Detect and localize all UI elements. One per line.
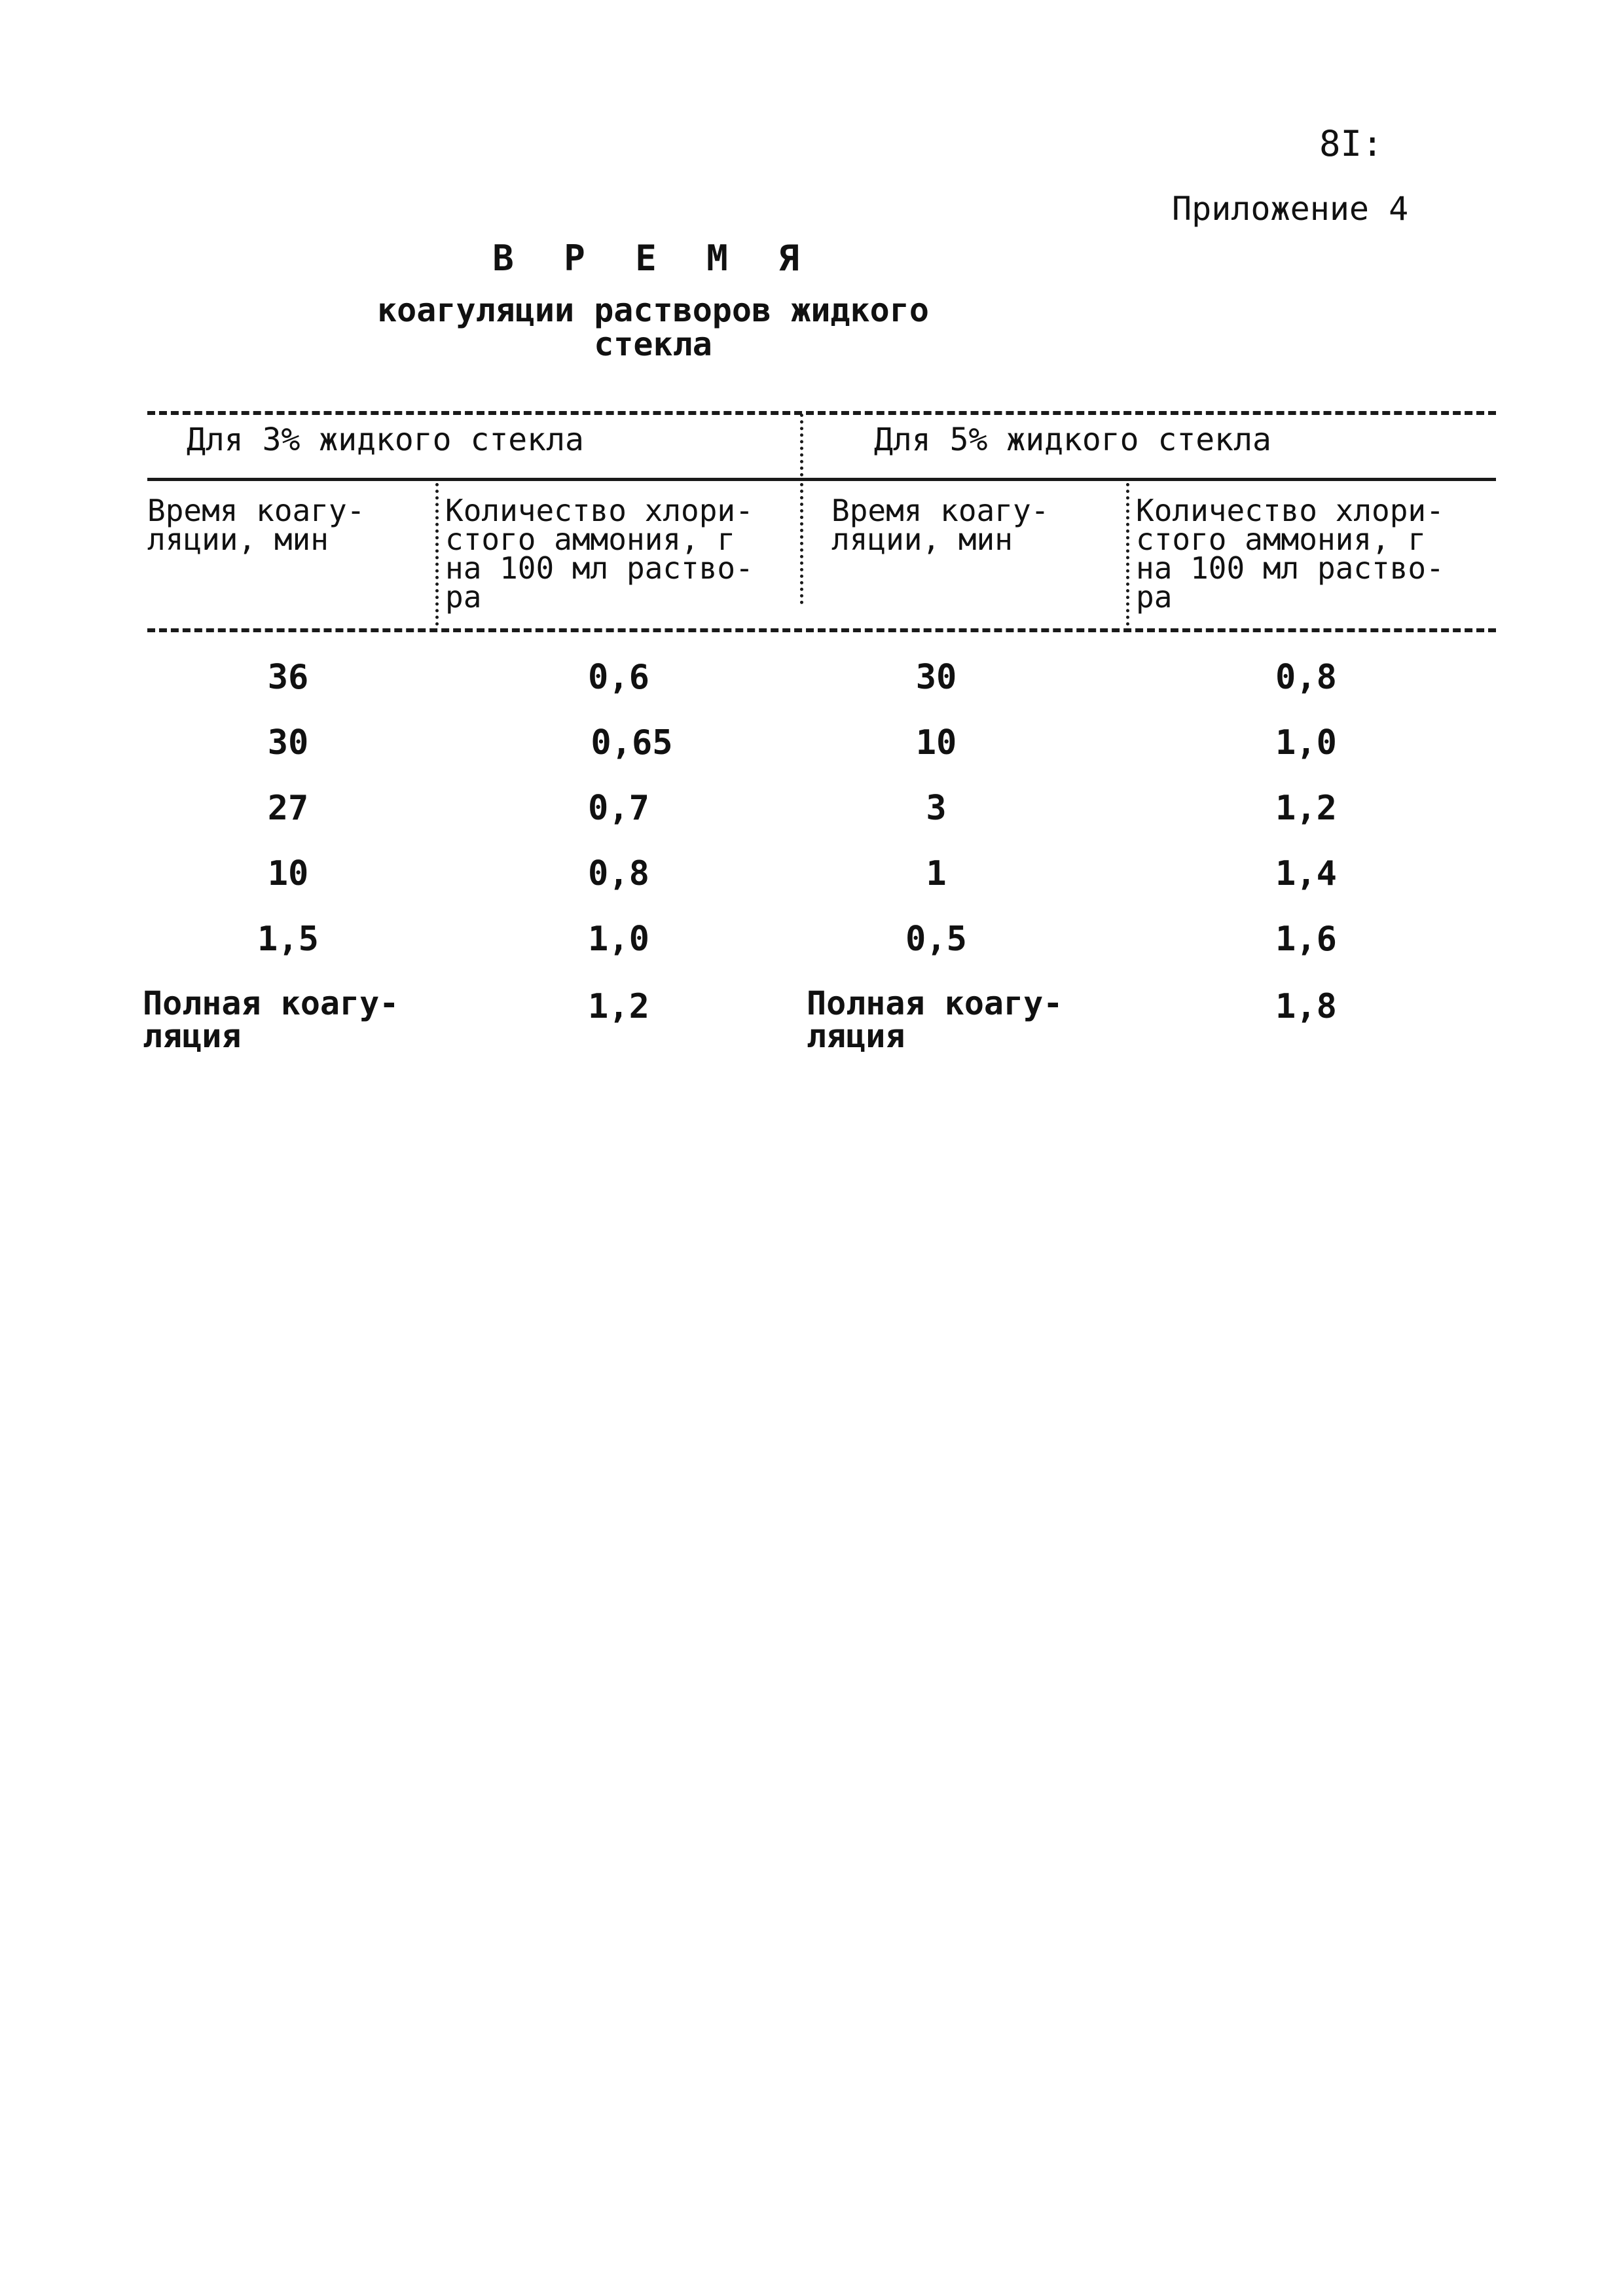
table-cell-r5-c2: 1,0 (588, 920, 649, 959)
subtitle-line-2: стекла (594, 325, 712, 363)
table-cell-r2-c3: 10 (915, 723, 957, 762)
col-header-amount-3: Количество хлори-стого аммония, г на 100 мл раство-ра (445, 493, 754, 615)
table-cell-r4-c4: 1,4 (1275, 854, 1337, 893)
table-cell-r4-c2: 0,8 (588, 854, 649, 893)
table-cell-r5-c1: 1,5 (257, 920, 319, 959)
table-cell-r1-c3: 30 (915, 658, 957, 697)
col-divider-2 (800, 483, 803, 604)
table-cell-r3-c3: 3 (926, 789, 947, 828)
table-cell-r6-c3: Полная коагу-ляция (807, 984, 1063, 1055)
table-cell-r4-c1: 10 (267, 854, 309, 893)
document-title: В Р Е М Я (492, 238, 814, 279)
table-cell-r2-c1: 30 (267, 723, 309, 762)
table-cell-r2-c2: 0,65 (591, 723, 673, 762)
table-cell-r3-c1: 27 (267, 789, 309, 828)
group-header-3-percent: Для 3% жидкого стекла (187, 422, 584, 458)
table-cell-r3-c2: 0,7 (588, 789, 649, 828)
document-subtitle (0, 293, 1306, 361)
table-cell-r3-c4: 1,2 (1275, 789, 1337, 828)
table-cell-r6-c1: Полная коагу-ляция (143, 984, 399, 1055)
group-header-5-percent: Для 5% жидкого стекла (874, 422, 1271, 458)
table-cell-r4-c3: 1 (926, 854, 947, 893)
group-divider (800, 414, 803, 476)
table-cell-r2-c4: 1,0 (1275, 723, 1337, 762)
col-header-amount-5: Количество хлори-стого аммония, г на 100 мл раство-ра (1136, 493, 1444, 615)
header-bottom-rule (147, 628, 1496, 632)
table-cell-r1-c1: 36 (267, 658, 309, 697)
col-header-time-5: Время коагу-ляции, мин (831, 493, 1049, 557)
page-number: 8I: (1319, 123, 1383, 164)
table-cell-r6-c2: 1,2 (588, 987, 649, 1026)
col-divider-1 (435, 483, 439, 626)
table-cell-r6-c4: 1,8 (1275, 987, 1337, 1026)
subtitle-line-1: коагуляции растворов жидкого (377, 291, 929, 329)
table-top-rule (147, 411, 1496, 415)
col-divider-3 (1126, 483, 1129, 626)
group-header-rule (147, 478, 1496, 481)
table-cell-r5-c4: 1,6 (1275, 920, 1337, 959)
table-cell-r1-c4: 0,8 (1275, 658, 1337, 697)
table-cell-r5-c3: 0,5 (905, 920, 967, 959)
table-cell-r1-c2: 0,6 (588, 658, 649, 697)
col-header-time-3: Время коагу-ляции, мин (147, 493, 365, 557)
appendix-label: Приложение 4 (1172, 190, 1409, 228)
